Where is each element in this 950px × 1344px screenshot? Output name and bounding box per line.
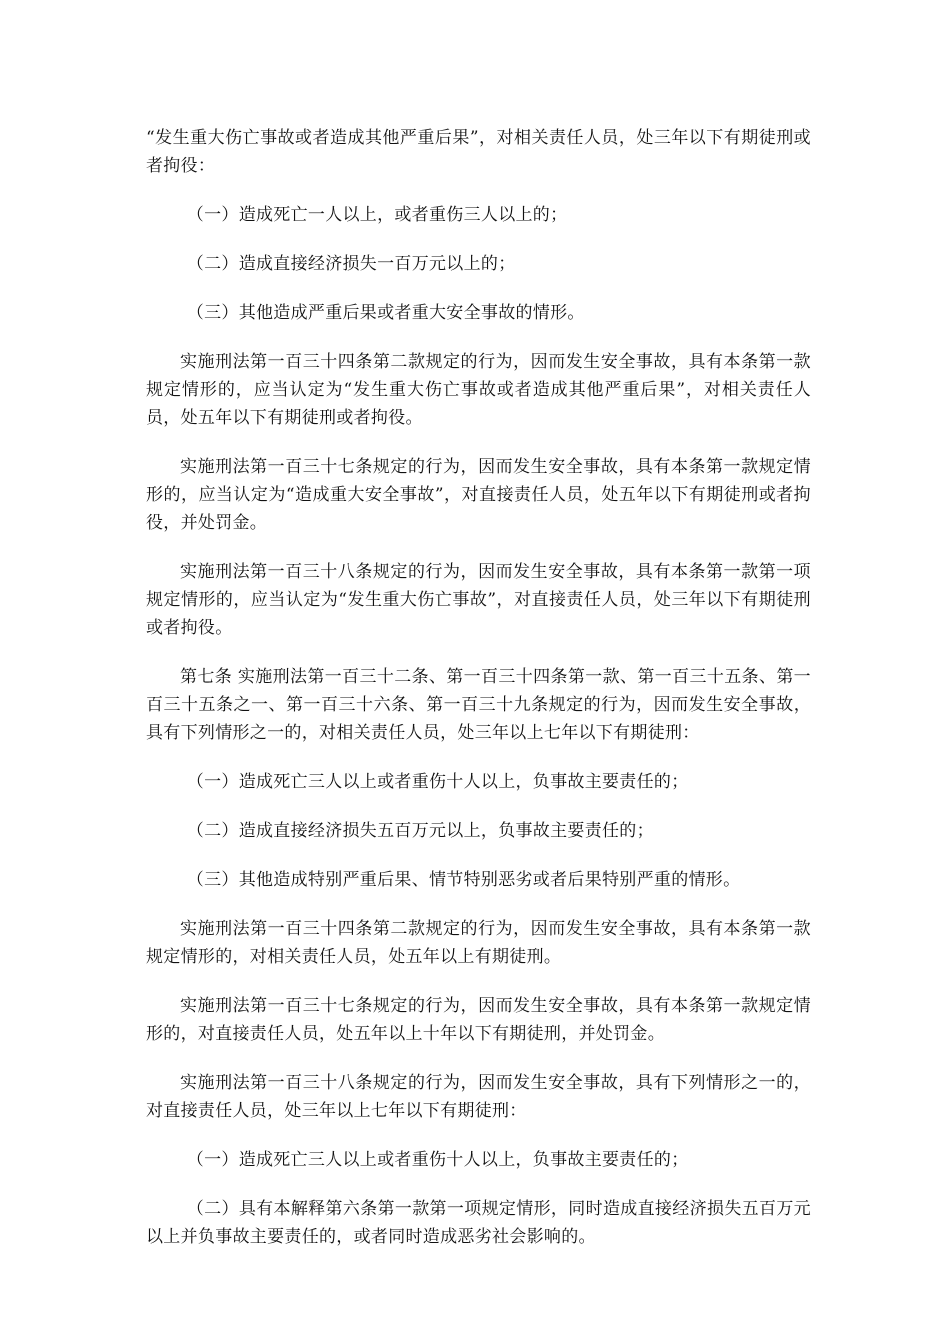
list-item: （一）造成死亡三人以上或者重伤十人以上，负事故主要责任的；: [186, 1150, 689, 1170]
list-item: （二）造成直接经济损失五百万元以上，负事故主要责任的；: [186, 821, 654, 841]
paragraph: 实施刑法第一百三十八条规定的行为，因而发生安全事故，具有本条第一款第一项规定情形的，应当认定为“发生重大伤亡事故”，对直接责任人员，处三年以下有期徒刑或者拘役。: [146, 562, 811, 638]
paragraph: 实施刑法第一百三十四条第二款规定的行为，因而发生安全事故，具有本条第一款规定情形的，对相关责任人员，处五年以上有期徒刑。: [146, 919, 811, 967]
document-body: [146, 124, 811, 1272]
list-item: （二）具有本解释第六条第一款第一项规定情形，同时造成直接经济损失五百万元以上并负事故主要责任的，或者同时造成恶劣社会影响的。: [146, 1199, 811, 1247]
paragraph: 实施刑法第一百三十七条规定的行为，因而发生安全事故，具有本条第一款规定情形的，应当认定为“造成重大安全事故”，对直接责任人员，处五年以下有期徒刑或者拘役，并处罚金。: [146, 457, 811, 533]
paragraph: 实施刑法第一百三十七条规定的行为，因而发生安全事故，具有本条第一款规定情形的，对直接责任人员，处五年以上十年以下有期徒刑，并处罚金。: [146, 996, 811, 1044]
paragraph-intro-continuation: “发生重大伤亡事故或者造成其他严重后果”，对相关责任人员，处三年以下有期徒刑或者拘役：: [146, 128, 811, 176]
list-item: （三）其他造成特别严重后果、情节特别恶劣或者后果特别严重的情形。: [186, 870, 741, 890]
list-item: （一）造成死亡一人以上，或者重伤三人以上的；: [186, 205, 568, 225]
list-item: （三）其他造成严重后果或者重大安全事故的情形。: [186, 303, 585, 323]
paragraph: 实施刑法第一百三十四条第二款规定的行为，因而发生安全事故，具有本条第一款规定情形的，应当认定为“发生重大伤亡事故或者造成其他严重后果”，对相关责任人员，处五年以下有期徒刑或者拘役。: [146, 352, 811, 428]
article-7-paragraph: 第七条 实施刑法第一百三十二条、第一百三十四条第一款、第一百三十五条、第一百三十五条之一、第一百三十六条、第一百三十九条规定的行为，因而发生安全事故，具有下列情形之一的，对相关责任人员，处三年以上七年以下有期徒刑：: [146, 667, 811, 743]
list-item: （二）造成直接经济损失一百万元以上的；: [186, 254, 516, 274]
list-item: （一）造成死亡三人以上或者重伤十人以上，负事故主要责任的；: [186, 772, 689, 792]
paragraph: 实施刑法第一百三十八条规定的行为，因而发生安全事故，具有下列情形之一的，对直接责任人员，处三年以上七年以下有期徒刑：: [146, 1073, 811, 1121]
